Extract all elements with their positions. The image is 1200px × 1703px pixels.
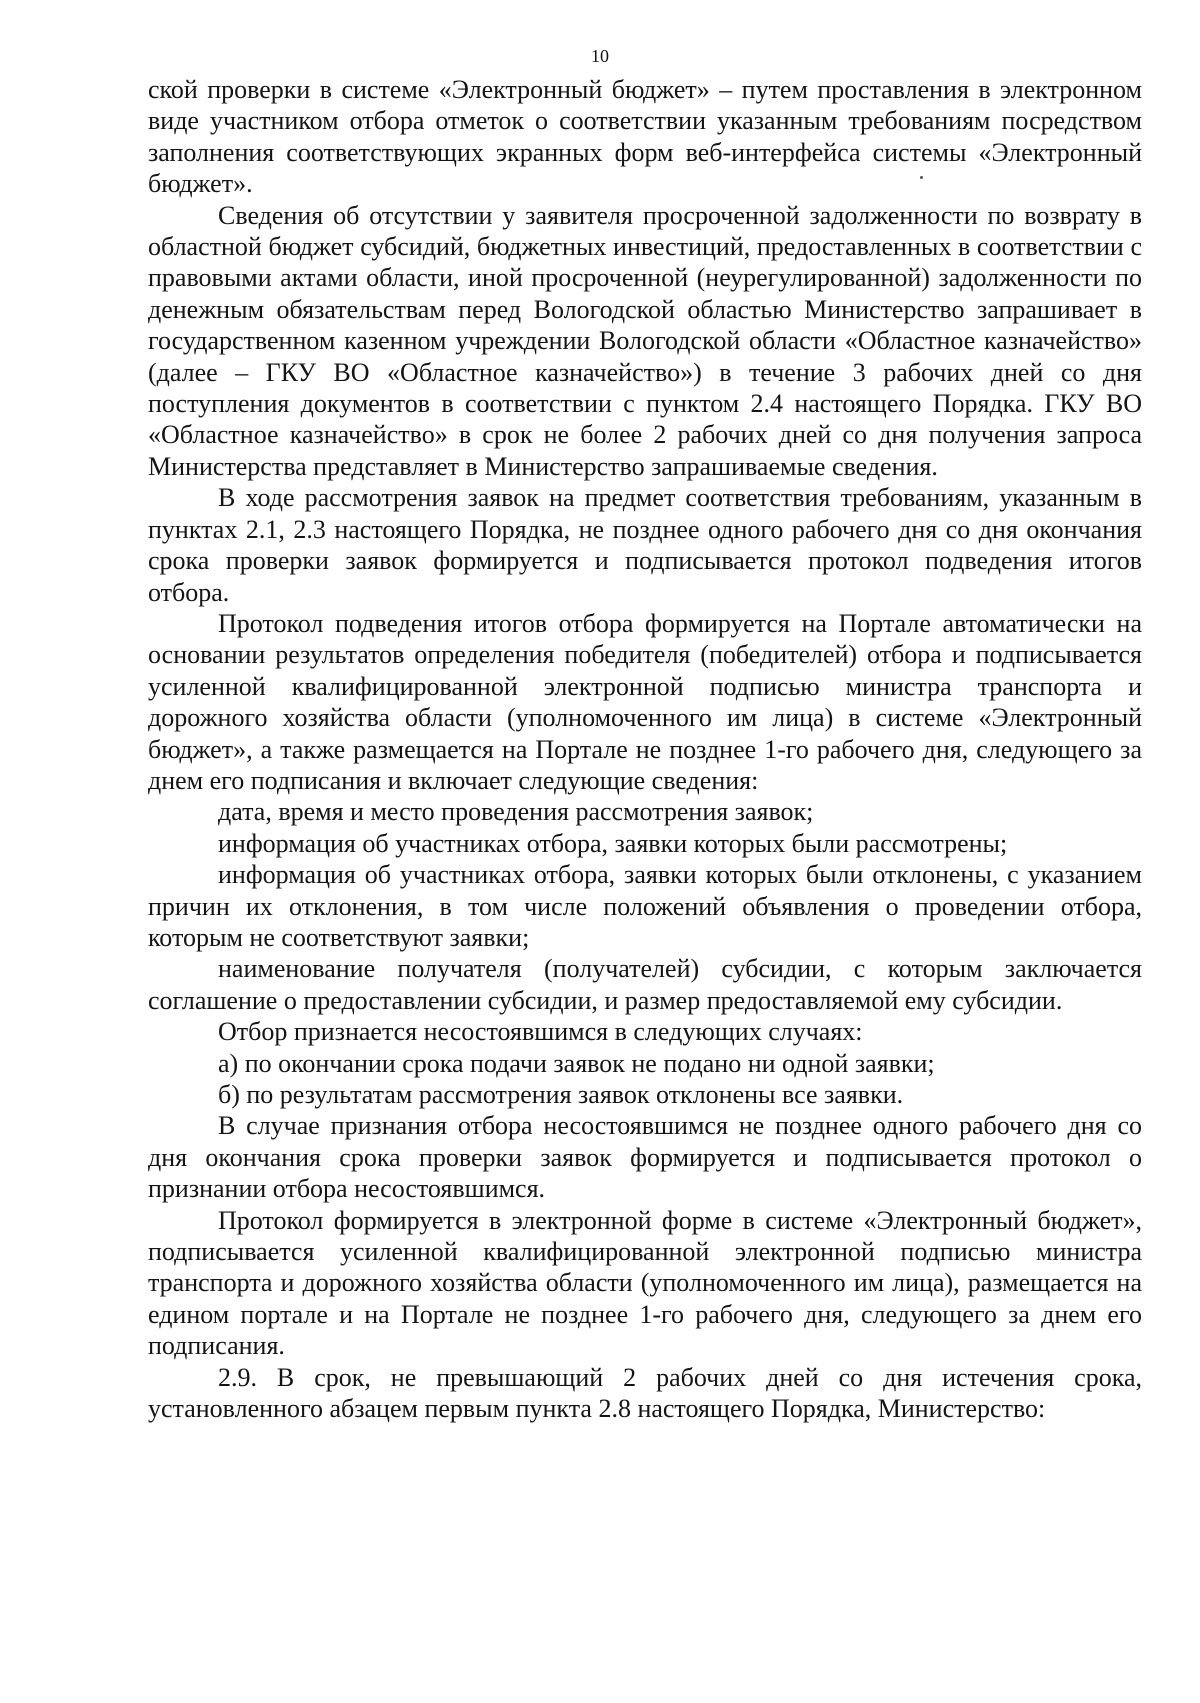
paragraph-debt-info: Сведения об отсутствии у заявителя просроченной задолженности по возврату в областной бюджет субсидий, бюджетных инвестиций, предоставленных в соответствии с правовыми актами области, иной просроченной (неурегулированной) задолженности по денежным обязательствам перед Вологодской областью Министерство запрашивает в государственном казенном учреждении Вологодской области «Областное казначейство» (далее – ГКУ ВО «Областное казначейство») в течение 3 рабочих дней со дня поступления документов в соответствии с пунктом 2.4 настоящего Порядка. ГКУ ВО «Областное казначейство» в срок не более 2 рабочих дней со дня получения запроса Министерства представляет в Министерство запрашиваемые сведения. bbox=[148, 200, 1142, 481]
list-item-date-time-place: дата, время и место проведения рассмотрения заявок; bbox=[218, 797, 814, 827]
paragraph-section-2-9: 2.9. В срок, не превышающий 2 рабочих дней со дня истечения срока, установленного абзацем первым пункта 2.8 настоящего Порядка, Министерство: bbox=[148, 1362, 1142, 1424]
paragraph-failed-protocol: В случае признания отбора несостоявшимся не позднее одного рабочего дня со дня окончания срока проверки заявок формируется и подписывается протокол о признании отбора несостоявшимся. bbox=[148, 1111, 1142, 1204]
page-number: 10 bbox=[591, 46, 609, 66]
paragraph-review-protocol: В ходе рассмотрения заявок на предмет соответствия требованиям, указанным в пунктах 2.1, 2.3 настоящего Порядка, не позднее одного рабочего дня со дня окончания срока проверки заявок формируется и подписывается протокол подведения итогов отбора. bbox=[148, 483, 1142, 607]
list-item-b: б) по результатам рассмотрения заявок отклонены все заявки. bbox=[218, 1080, 904, 1109]
document-body bbox=[148, 74, 1142, 1424]
list-item-participants-reviewed: информация об участниках отбора, заявки которых были рассмотрены; bbox=[218, 828, 1008, 858]
paragraph-continuation: ской проверки в системе «Электронный бюджет» – путем проставления в электронном виде участником отбора отметок о соответствии указанным требованиям посредством заполнения соответствующих экранных форм веб-интерфейса системы «Электронный бюджет». bbox=[148, 75, 1142, 199]
list-item-participants-rejected: информация об участниках отбора, заявки которых были отклонены, с указанием причин их отклонения, в том числе положений объявления о проведении отбора, которым не соответствуют заявки; bbox=[148, 860, 1142, 952]
paragraph-selection-failed: Отбор признается несостоявшимся в следующих случаях: bbox=[218, 1017, 863, 1047]
list-item-a: а) по окончании срока подачи заявок не подано ни одной заявки; bbox=[218, 1048, 935, 1078]
paragraph-protocol-portal: Протокол подведения итогов отбора формируется на Портале автоматически на основании результатов определения победителя (победителей) отбора и подписывается усиленной квалифицированной электронной подписью министра транспорта и дорожного хозяйства области (уполномоченного им лица) в системе «Электронный бюджет», а также размещается на Портале не позднее 1-го рабочего дня, следующего за днем его подписания и включает следующие сведения: bbox=[148, 608, 1142, 795]
paragraph-protocol-electronic: Протокол формируется в электронной форме в системе «Электронный бюджет», подписывается усиленной квалифицированной электронной подписью министра транспорта и дорожного хозяйства области (уполномоченного им лица), размещается на едином портале и на Портале не позднее 1-го рабочего дня, следующего за днем его подписания. bbox=[148, 1205, 1142, 1361]
list-item-recipient-name: наименование получателя (получателей) субсидии, с которым заключается соглашение о предоставлении субсидии, и размер предоставляемой ему субсидии. bbox=[148, 954, 1142, 1015]
